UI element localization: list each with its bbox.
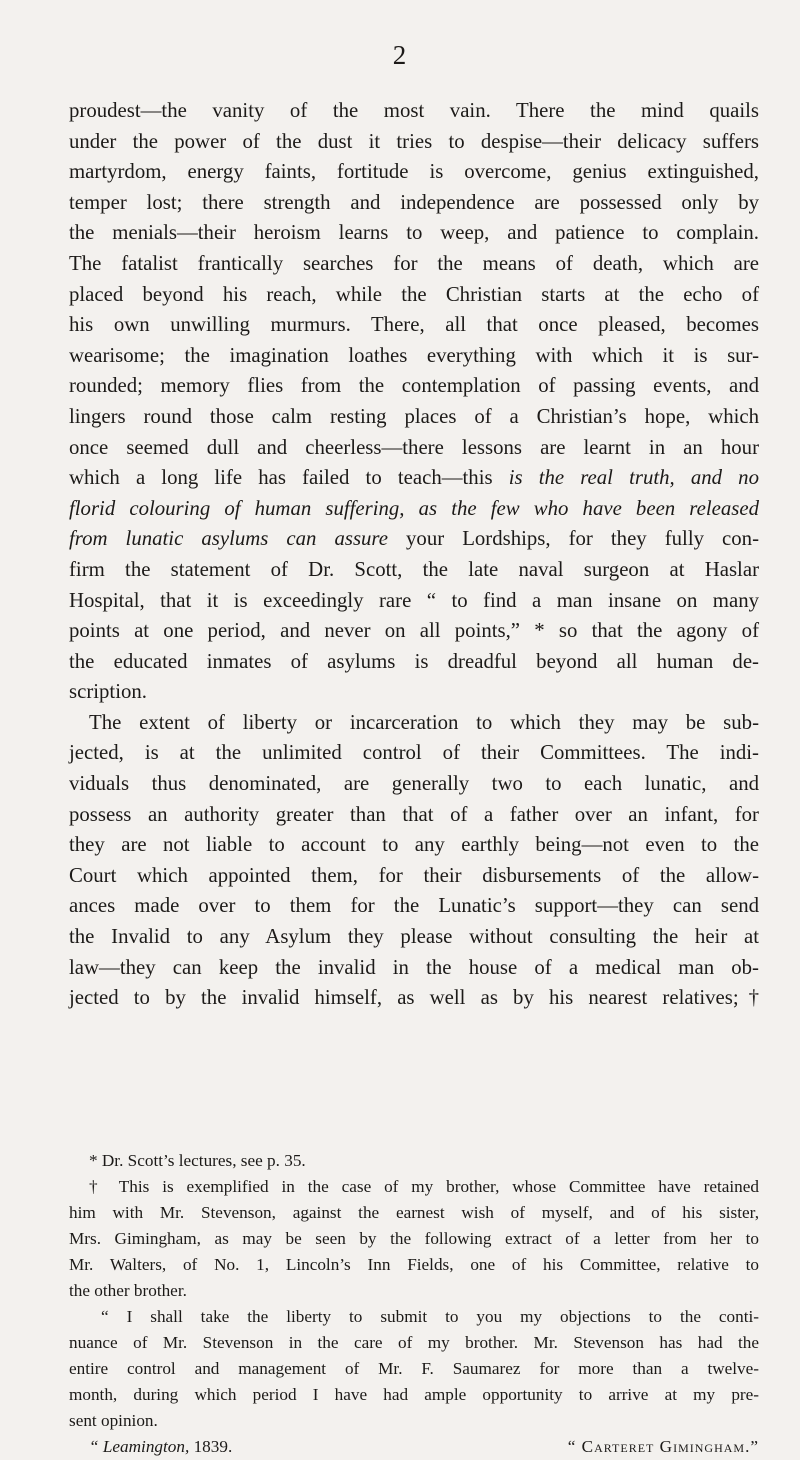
- italic-run: from lunatic asylums can assure: [69, 527, 388, 551]
- signature: “ Carteret Gimingham.”: [567, 1437, 759, 1456]
- footnote-dagger-line: the other brother.: [69, 1281, 187, 1300]
- text-line: temper lost; there strength and independence are possessed only by: [69, 190, 759, 214]
- italic-run: is the real truth, and no: [508, 466, 759, 490]
- text-line: ances made over to them for the Lunatic’s support—they can send: [69, 894, 759, 918]
- place-name: “ Leamington,: [89, 1437, 190, 1456]
- footnote-dagger-line: Mr. Walters, of No. 1, Lincoln’s Inn Fields, one of his Committee, relative to: [69, 1255, 759, 1274]
- footnotes: [69, 1148, 759, 1460]
- text-line: points at one period, and never on all points,” * so that the agony of: [69, 619, 759, 643]
- year: 1839.: [189, 1437, 233, 1456]
- quote-line: sent opinion.: [69, 1411, 158, 1430]
- text-line: rounded; memory flies from the contemplation of passing events, and: [69, 374, 759, 398]
- footnote-dagger-line: Mrs. Gimingham, as may be seen by the following extract of a letter from her to: [69, 1229, 759, 1248]
- quote-line: entire control and management of Mr. F. Saumarez for more than a twelve-: [69, 1359, 759, 1378]
- text-line: [69, 463, 759, 494]
- text-line: law—they can keep the invalid in the house of a medical man ob-: [69, 955, 759, 979]
- text-line: his own unwilling murmurs. There, all that once pleased, becomes: [69, 313, 759, 337]
- text-line: viduals thus denominated, are generally two to each lunatic, and: [69, 772, 759, 796]
- quote-line: “ I shall take the liberty to submit to you my objections to the conti-: [101, 1307, 759, 1326]
- text-line: The fatalist frantically searches for the means of death, which are: [69, 251, 759, 275]
- footnote-dagger-line: † This is exemplified in the case of my brother, whose Committee have retained: [89, 1177, 759, 1196]
- quote-line: month, during which period I have had ample opportunity to arrive at my pre-: [69, 1385, 759, 1404]
- text-line: Court which appointed them, for their disbursements of the allow-: [69, 863, 759, 887]
- text-line: under the power of the dust it tries to despise—their delicacy suffers: [69, 129, 759, 153]
- text-line: the Invalid to any Asylum they please without consulting the heir at: [69, 925, 759, 949]
- text-line: Hospital, that it is exceedingly rare “ to find a man insane on many: [69, 588, 759, 612]
- text-line: the menials—their heroism learns to weep, and patience to complain.: [69, 221, 759, 245]
- footnote-star: * Dr. Scott’s lectures, see p. 35.: [89, 1151, 306, 1170]
- text-line: possess an authority greater than that of a father over an infant, for: [69, 802, 759, 826]
- quote-line: nuance of Mr. Stevenson in the care of my brother. Mr. Stevenson has had the: [69, 1333, 759, 1352]
- main-text: [69, 96, 759, 1014]
- text-run: which a long life has failed to teach—this: [69, 466, 509, 490]
- text-line: firm the statement of Dr. Scott, the late naval surgeon at Haslar: [69, 557, 759, 581]
- dateline: [89, 1434, 232, 1460]
- text-line: the educated inmates of asylums is dreadful beyond all human de-: [69, 649, 759, 673]
- letter-signoff: [69, 1434, 759, 1460]
- text-run: your Lordships, for they fully con-: [388, 527, 759, 551]
- text-line: martyrdom, energy faints, fortitude is overcome, genius extinguished,: [69, 160, 759, 184]
- text-line: jected to by the invalid himself, as well as by his nearest relatives;†: [69, 986, 759, 1010]
- text-line: once seemed dull and cheerless—there lessons are learnt in an hour: [69, 435, 759, 459]
- text-line: jected, is at the unlimited control of their Committees. The indi-: [69, 741, 759, 765]
- text-line: lingers round those calm resting places of a Christian’s hope, which: [69, 404, 759, 428]
- text-line: wearisome; the imagination loathes everything with which it is sur-: [69, 343, 759, 367]
- text-line: The extent of liberty or incarceration to which they may be sub-: [89, 710, 759, 734]
- text-line: placed beyond his reach, while the Christian starts at the echo of: [69, 282, 759, 306]
- text-line: florid colouring of human suffering, as the few who have been released: [69, 496, 759, 520]
- page-number: 2: [392, 40, 408, 70]
- footnote-dagger-line: him with Mr. Stevenson, against the earnest wish of myself, and of his sister,: [69, 1203, 759, 1222]
- text-line: they are not liable to account to any earthly being—not even to the: [69, 833, 759, 857]
- text-line: proudest—the vanity of the most vain. There the mind quails: [69, 99, 759, 122]
- text-line: scription.: [69, 680, 147, 704]
- text-line: [69, 524, 759, 555]
